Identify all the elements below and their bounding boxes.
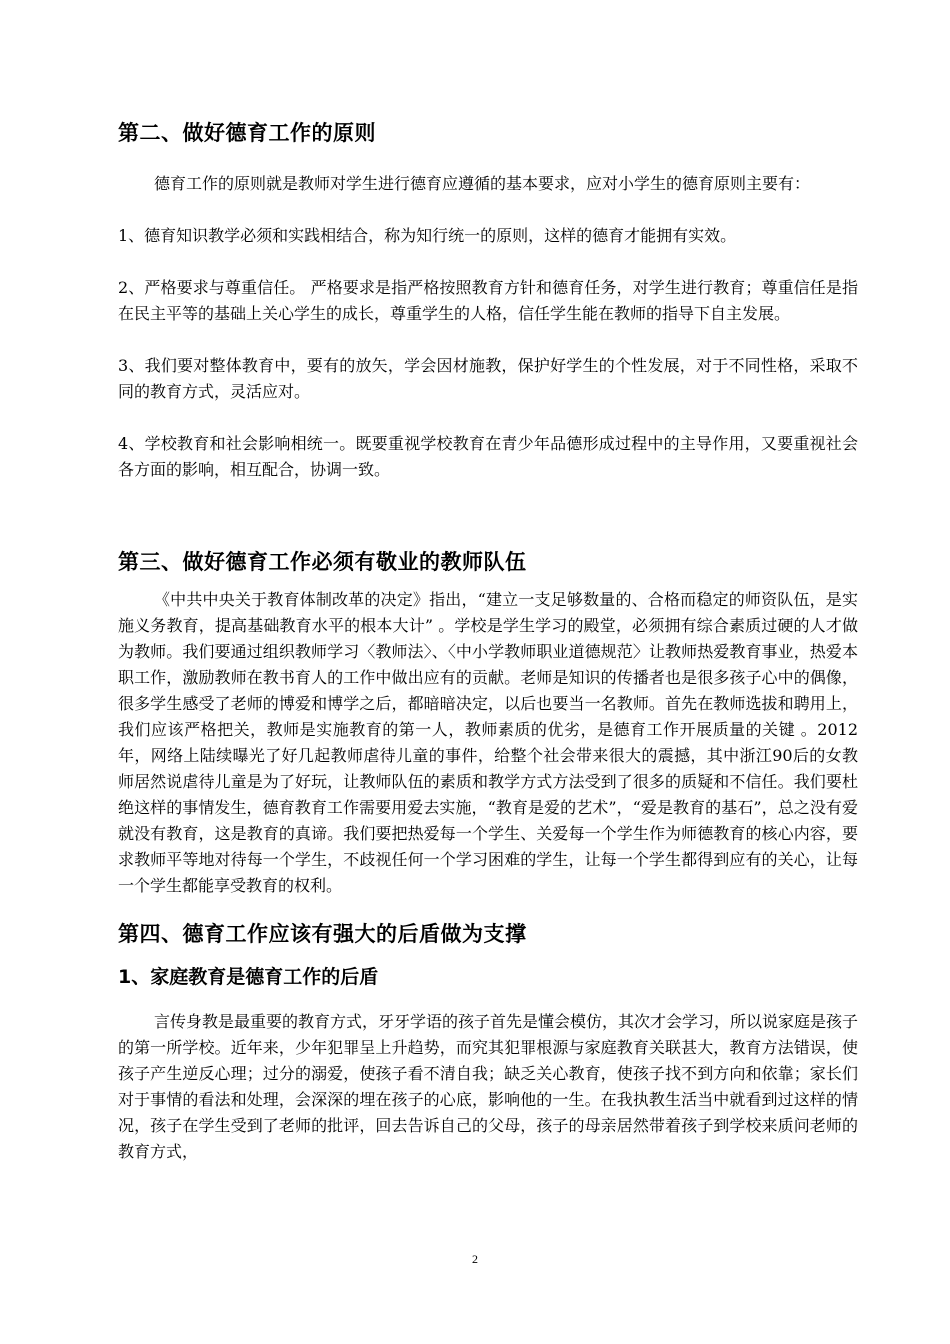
principle-item-2: 2、严格要求与尊重信任。 严格要求是指严格按照教育方针和德育任务，对学生进行教育；尊重信任是指在民主平等的基础上关心学生的成长，尊重学生的人格，信任学生能在教师的指导下自主发展。 bbox=[118, 278, 858, 323]
section-4-body: 言传身教是最重要的教育方式，牙牙学语的孩子首先是懂会模仿，其次才会学习，所以说家庭是孩子的第一所学校。近年来，少年犯罪呈上升趋势，而究其犯罪根源与家庭教育关联甚大，教育方法错误，使孩子产生逆反心理；过分的溺爱，使孩子看不清自我；缺乏关心教育，使孩子找不到方向和依靠；家长们对于事情的看法和处理，会深深的埋在孩子的心底，影响他的一生。在我执教生活当中就看到过这样的情况，孩子在学生受到了老师的批评，回去告诉自己的父母，孩子的母亲居然带着孩子到学校来质问老师的教育方式， bbox=[118, 1012, 859, 1161]
section-4-heading: 第四、德育工作应该有强大的后盾做为支撑 bbox=[118, 922, 527, 946]
section-3-heading: 第三、做好德育工作必须有敬业的教师队伍 bbox=[118, 550, 527, 574]
page-number: 2 bbox=[472, 1252, 478, 1266]
principle-item-1: 1、德育知识教学必须和实践相结合，称为知行统一的原则，这样的德育才能拥有实效。 bbox=[118, 226, 737, 245]
principle-item-3: 3、我们要对整体教育中，要有的放矢，学会因材施教，保护好学生的个性发展，对于不同性格，采取不同的教育方式，灵活应对。 bbox=[118, 356, 858, 401]
section-2-heading: 第二、做好德育工作的原则 bbox=[118, 121, 376, 145]
principle-item-4: 4、学校教育和社会影响相统一。既要重视学校教育在青少年品德形成过程中的主导作用，又要重视社会各方面的影响，相互配合，协调一致。 bbox=[118, 434, 858, 479]
section-4-subheading: 1、家庭教育是德育工作的后盾 bbox=[118, 966, 379, 988]
page-content bbox=[118, 118, 858, 1165]
section-2-intro: 德育工作的原则就是教师对学生进行德育应遵循的基本要求，应对小学生的德育原则主要有： bbox=[154, 174, 811, 193]
section-3-body: 《中共中央关于教育体制改革的决定》指出，“建立一支足够数量的、合格而稳定的师资队伍，是实施义务教育，提高基础教育水平的根本大计” 。学校是学生学习的殿堂，必须拥有综合素质过硬的人才做为教师。我们要通过组织教师学习〈教师法〉、〈中小学教师职业道德规范〉让教师热爱教育事业，热爱本职工作，激励教师在教书育人的工作中做出应有的贡献。老师是知识的传播者也是很多孩子心中的偶像，很多学生感受了老师的博爱和博学之后，都暗暗决定，以后也要当一名教师。首先在教师选拔和聘用上，我们应该严格把关，教师是实施教育的第一人，教师素质的优劣，是德育工作开展质量的关键 。2012年，网络上陆续曝光了好几起教师虐待儿童的事件，给整个社会带来很大的震撼，其中浙江90后的女教师居然说虐待儿童是为了好玩，让教师队伍的素质和教学方式方法受到了很多的质疑和不信任。我们要杜绝这样的事情发生，德育教育工作需要用爱去实施，“教育是爱的艺术”，“爱是教育的基石”，总之没有爱就没有教育，这是教育的真谛。我们要把热爱每一个学生、关爱每一个学生作为师德教育的核心内容，要求教师平等地对待每一个学生，不歧视任何一个学习困难的学生，让每一个学生都得到应有的关心，让每一个学生都能享受教育的权利。 bbox=[118, 590, 858, 895]
